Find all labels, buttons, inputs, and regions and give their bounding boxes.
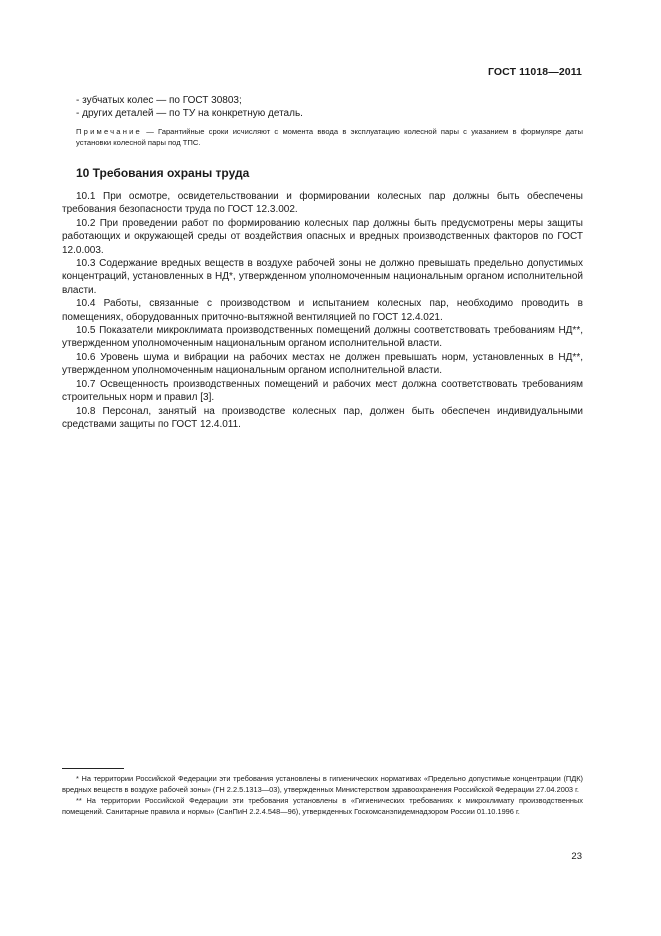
paragraph-10-5: 10.5 Показатели микроклимата производственных помещений должны соответствовать требованиям НД**, утвержденном уполномоченным национальным органом исполнительной власти. <box>62 325 583 350</box>
footnote-2: ** На территории Российской Федерации эти требования установлены в «Гигиенических требованиях к микроклимату производственных помещений. Санитарные правила и нормы» (СанПиН 2.2.4.548—96), утвержденных Госкомсанэпидемнадзором России 01.10.1996 г. <box>62 796 583 816</box>
paragraph-10-7: 10.7 Освещенность производственных помещений и рабочих мест должна соответствовать требованиям строительных норм и правил [3]. <box>62 378 583 404</box>
page-number: 23 <box>571 851 582 862</box>
note-text: — Гарантийные сроки исчисляют с момента ввода в эксплуатацию колесной пары с указанием в формуляре даты установки колесной пары под ТПС. <box>76 127 583 147</box>
list-item-other-parts: - других деталей — по ТУ на конкретную деталь. <box>76 108 303 119</box>
paragraph-10-1: 10.1 При осмотре, освидетельствовании и формировании колесных пар должны быть обеспечены требования безопасности труда по ГОСТ 12.3.002. <box>62 191 583 216</box>
paragraph-10-6: 10.6 Уровень шума и вибрации на рабочих местах не должен превышать норм, установленных в НД**, утвержденном уполномоченным национальным органом исполнительной власти. <box>62 351 583 377</box>
section-title: 10 Требования охраны труда <box>76 166 250 180</box>
paragraph-10-4: 10.4 Работы, связанные с производством и испытанием колесных пар, необходимо проводить в помещениях, оборудованных приточно-вытяжной вентиляцией по ГОСТ 12.4.021. <box>62 298 583 323</box>
footnote-1: * На территории Российской Федерации эти требования установлены в гигиенических нормативах «Предельно допустимые концентрации (ПДК) вредных веществ в воздухе рабочей зоны» (ГН 2.2.5.1313—03), утвержденных Министерством здравоохранения Российской Федерации 27.04.2003 г. <box>62 774 583 794</box>
note <box>62 126 583 148</box>
paragraph-10-8: 10.8 Персонал, занятый на производстве колесных пар, должен быть обеспечен индивидуальными средствами защиты по ГОСТ 12.4.011. <box>62 405 583 430</box>
footnote-divider <box>62 768 124 769</box>
note-label: Примечание <box>76 127 142 136</box>
paragraph-10-2: 10.2 При проведении работ по формированию колесных пар должны быть предусмотрены меры защиты работающих и окружающей среды от воздействия опасных и вредных производственных факторов по ГОСТ 12.0.003. <box>62 217 583 256</box>
footnotes <box>62 768 583 817</box>
list-item-gears: - зубчатых колес — по ГОСТ 30803; <box>76 95 242 106</box>
paragraph-10-3: 10.3 Содержание вредных веществ в воздухе рабочей зоны не должно превышать предельно допустимых концентраций, установленных в НД*, утвержденном уполномоченным национальным органом исполнительной власти. <box>62 258 583 296</box>
main-content <box>62 94 583 431</box>
document-code-header: ГОСТ 11018—2011 <box>487 66 582 78</box>
